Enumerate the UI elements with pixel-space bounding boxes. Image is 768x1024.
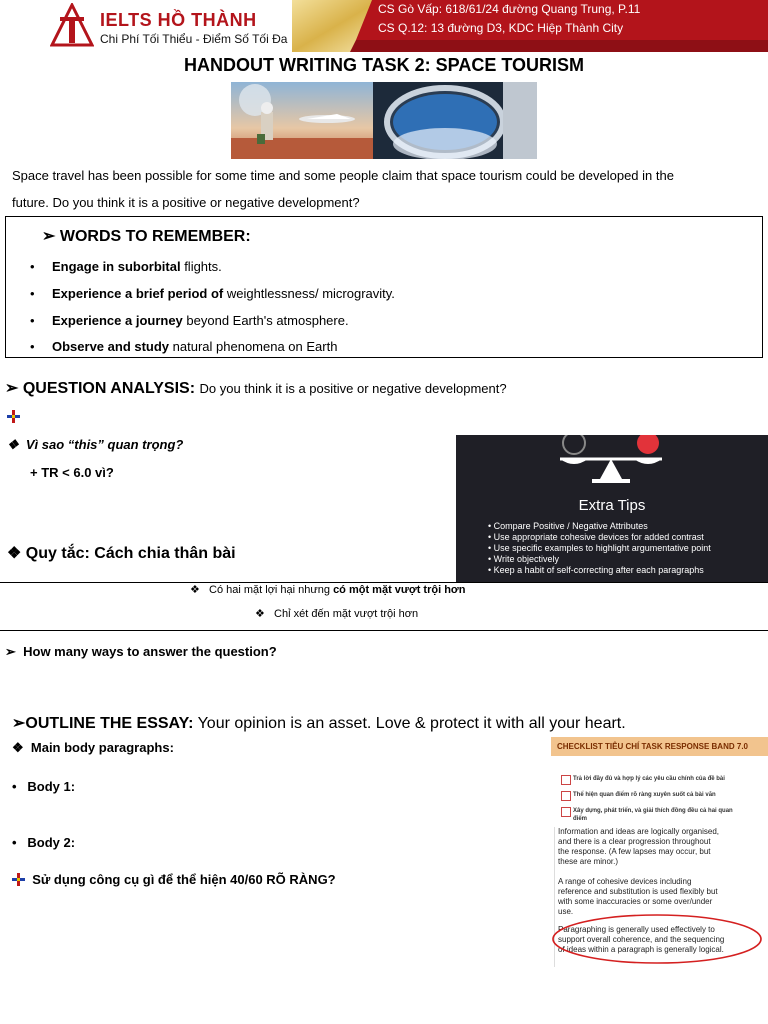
extra-tips-title: Extra Tips bbox=[578, 497, 646, 514]
diamond-bullet-icon: ❖ bbox=[190, 584, 210, 596]
arrow-bullet-icon: ➢ bbox=[5, 644, 24, 659]
diamond-bullet-icon: ❖ bbox=[7, 437, 26, 452]
descriptor-line: the response. (A few lapses may occur, but bbox=[558, 847, 711, 856]
bullet-icon: • bbox=[12, 835, 28, 850]
arrow-bullet-icon: ➢ bbox=[12, 715, 26, 732]
rule-heading: ❖ Quy tắc: Cách chia thân bài bbox=[7, 545, 236, 562]
astronaut-desert-image bbox=[231, 82, 373, 159]
descriptor-line: and there is a clear progression throughout bbox=[558, 837, 711, 846]
red-circle-annotation bbox=[549, 909, 768, 967]
tools-question: Sử dụng công cụ gì để thể hiện 40/60 RÕ RÀNG? bbox=[12, 872, 336, 887]
checkbox-icon bbox=[561, 775, 571, 785]
list-item: • Experience a journey beyond Earth's atmosphere. bbox=[30, 313, 349, 328]
checklist-panel bbox=[551, 737, 768, 967]
descriptor-line: support overall coherence, and the sequencing bbox=[558, 935, 725, 944]
logo-icon bbox=[50, 3, 94, 47]
descriptor-line: with some inaccuracies or some over/under bbox=[558, 897, 713, 906]
arrow-bullet-icon: ➢ bbox=[5, 380, 23, 397]
bullet-icon: • bbox=[30, 339, 35, 354]
cross-bullet-icon bbox=[7, 410, 20, 423]
handout-title: HANDOUT WRITING TASK 2: SPACE TOURISM bbox=[184, 55, 584, 75]
main-body-heading: ❖ Main body paragraphs: bbox=[12, 740, 174, 755]
bullet-icon: • bbox=[30, 259, 35, 274]
tip-item: • Use appropriate cohesive devices for added contrast bbox=[488, 532, 704, 542]
why-important-question: ❖ Vì sao “this” quan trọng? bbox=[7, 437, 184, 452]
extra-tips-panel bbox=[456, 435, 768, 582]
words-to-remember-heading: ➢ WORDS TO REMEMBER: bbox=[42, 228, 251, 245]
rule-item-2: ❖ Chỉ xét đến mặt vượt trội hơn bbox=[255, 608, 419, 620]
list-item: • Experience a brief period of weightlessness/ microgravity. bbox=[30, 286, 395, 301]
tip-item: • Keep a habit of self-correcting after each paragraphs bbox=[488, 565, 704, 575]
list-item: • Observe and study natural phenomena on Earth bbox=[30, 339, 338, 354]
descriptor-line: of ideas within a paragraph is generally logical. bbox=[558, 945, 724, 954]
outline-heading: ➢OUTLINE THE ESSAY: Your opinion is an asset. Love & protect it with all your heart. bbox=[12, 715, 626, 732]
tip-item: • Write objectively bbox=[488, 554, 560, 564]
descriptor-line: reference and substitution is used flexibly but bbox=[558, 887, 718, 896]
ways-to-answer-question: ➢ How many ways to answer the question? bbox=[5, 644, 277, 659]
body-1-label: • Body 1: bbox=[12, 779, 76, 794]
spaceship-window-image bbox=[373, 82, 537, 159]
task-response-line: + TR < 6.0 vì? bbox=[30, 465, 114, 480]
checklist-heading: CHECKLIST TIÊU CHÍ TASK RESPONSE BAND 7.0 bbox=[551, 737, 768, 756]
descriptor-line: A range of cohesive devices including bbox=[558, 877, 692, 886]
checkbox-icon bbox=[561, 791, 571, 801]
descriptor-line: these are minor.) bbox=[558, 857, 619, 866]
diamond-bullet-icon: ❖ bbox=[12, 740, 31, 755]
bullet-icon: • bbox=[30, 286, 35, 301]
tip-item: • Compare Positive / Negative Attributes bbox=[488, 521, 648, 531]
essay-prompt-line-2: future. Do you think it is a positive or negative development? bbox=[12, 195, 360, 210]
arrow-bullet-icon: ➢ bbox=[42, 228, 60, 245]
diamond-bullet-icon: ❖ bbox=[7, 545, 26, 562]
band-descriptors bbox=[554, 827, 768, 967]
brand-slogan: Chi Phí Tối Thiểu - Điểm Số Tối Đa bbox=[100, 32, 288, 46]
balance-scale-icon bbox=[556, 435, 666, 491]
cross-bullet-icon bbox=[12, 873, 25, 886]
essay-prompt-line-1: Space travel has been possible for some time and some people claim that space tourism could be developed in the bbox=[12, 168, 674, 183]
checklist-item: Thể hiện quan điểm rõ ràng xuyên suốt cả bài văn bbox=[573, 792, 716, 798]
bullet-icon: • bbox=[12, 779, 28, 794]
checkbox-icon bbox=[561, 807, 571, 817]
address-line-1: CS Gò Vấp: 618/61/24 đường Quang Trung, P.11 bbox=[378, 2, 641, 16]
address-line-2: CS Q.12: 13 đường D3, KDC Hiệp Thành City bbox=[378, 21, 624, 35]
checklist-item: Xây dựng, phát triển, và giải thích đồng đều cả hai quan bbox=[573, 808, 733, 814]
body-2-label: • Body 2: bbox=[12, 835, 76, 850]
descriptor-line: Paragraphing is generally used effectively to bbox=[558, 925, 715, 934]
brand-name: IELTS HỒ THÀNH bbox=[100, 10, 257, 30]
bullet-icon: • bbox=[30, 313, 35, 328]
checklist-item: điểm bbox=[573, 816, 588, 822]
tip-item: • Use specific examples to highlight argumentative point bbox=[488, 543, 711, 553]
list-item: • Engage in suborbital flights. bbox=[30, 259, 222, 274]
checklist-item: Trả lời đầy đủ và hợp lý các yêu cầu chính của đề bài bbox=[573, 776, 725, 782]
descriptor-line: Information and ideas are logically organised, bbox=[558, 827, 719, 836]
question-analysis-heading: ➢ QUESTION ANALYSIS: Do you think it is a positive or negative development? bbox=[5, 380, 507, 397]
diamond-bullet-icon: ❖ bbox=[255, 608, 275, 620]
descriptor-line: use. bbox=[558, 907, 574, 916]
rule-item-1: ❖ Có hai mặt lợi hại nhưng có một mặt vượt trội hơn bbox=[190, 584, 466, 596]
divider bbox=[0, 630, 768, 631]
